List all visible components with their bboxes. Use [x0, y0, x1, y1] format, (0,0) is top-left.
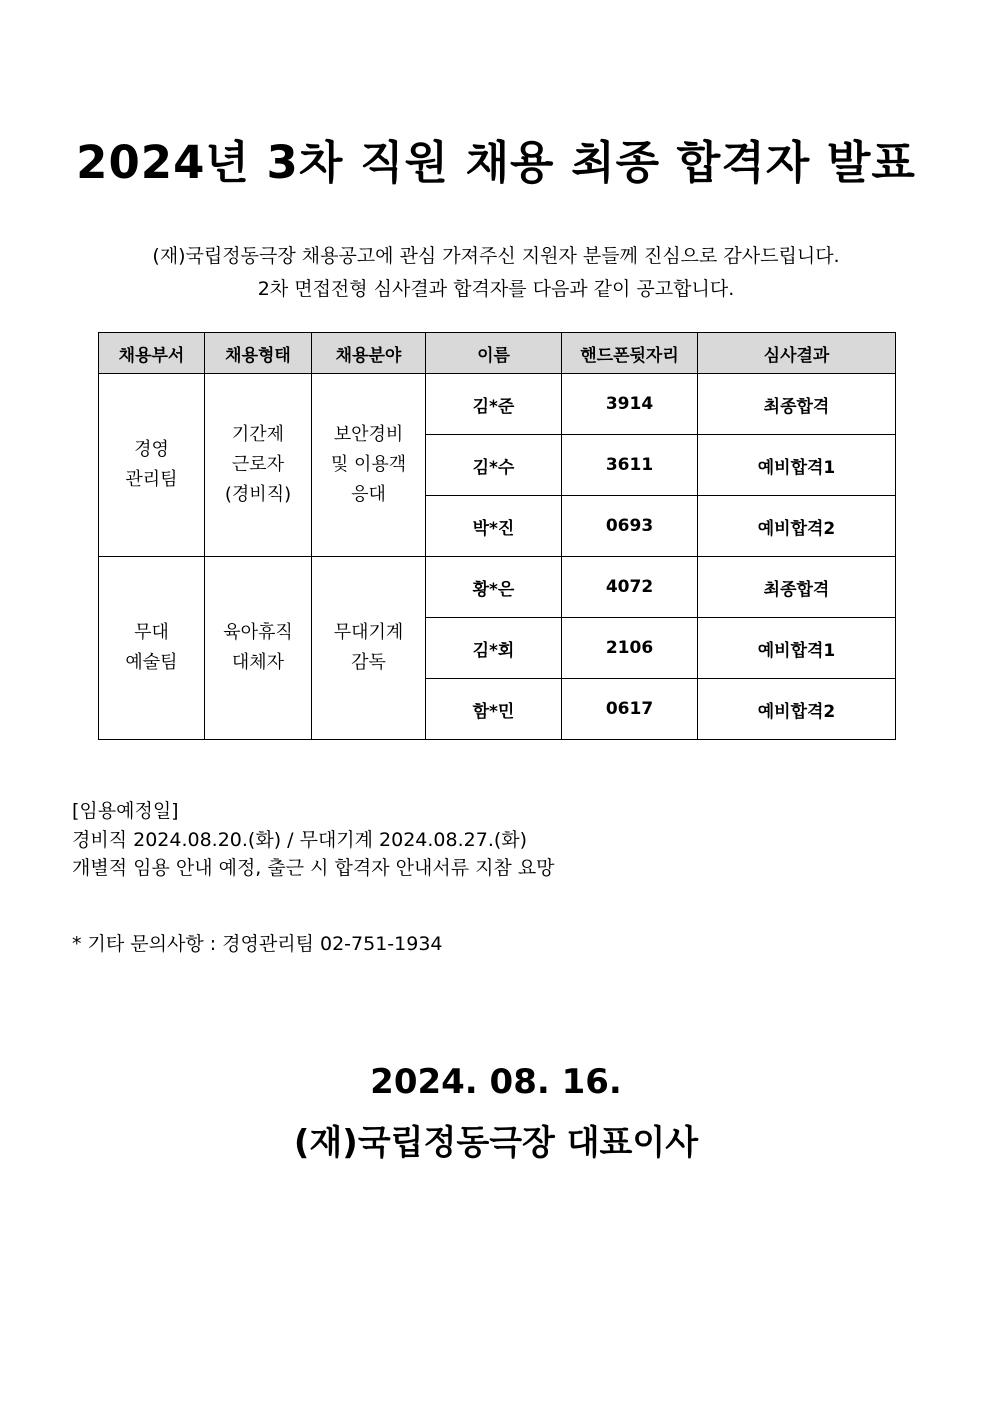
phone-cell: 3611	[562, 435, 698, 496]
name-cell: 박*진	[426, 496, 562, 557]
phone-cell: 2106	[562, 618, 698, 679]
field-cell	[312, 374, 426, 557]
appointment-guide: 개별적 임용 안내 예정, 출근 시 합격자 안내서류 지참 요망	[72, 857, 555, 879]
field-text: 응대	[351, 484, 386, 505]
announcement-date: 2024. 08. 16.	[370, 1062, 622, 1102]
phone-cell: 4072	[562, 557, 698, 618]
appointment-heading: [임용예정일]	[72, 800, 179, 822]
dept-text: 경영	[134, 439, 169, 460]
type-text: 육아휴직	[223, 622, 293, 643]
name-cell: 황*은	[426, 557, 562, 618]
result-cell: 예비합격1	[698, 618, 896, 679]
intro-line-1: (재)국립정동극장 채용공고에 관심 가져주신 지원자 분들께 진심으로 감사드립니다.	[152, 245, 840, 267]
contact-info: * 기타 문의사항 : 경영관리팀 02-751-1934	[72, 933, 443, 955]
result-cell: 최종합격	[698, 557, 896, 618]
result-cell: 예비합격2	[698, 679, 896, 740]
field-text: 보안경비	[333, 424, 404, 445]
header-type: 채용형태	[205, 333, 312, 374]
name-cell: 김*준	[426, 374, 562, 435]
intro-line-2: 2차 면접전형 심사결과 합격자를 다음과 같이 공고합니다.	[257, 278, 735, 300]
type-cell	[205, 557, 312, 740]
name-cell: 김*수	[426, 435, 562, 496]
field-text: 무대기계	[333, 622, 404, 643]
dept-text: 예술팀	[125, 652, 178, 673]
type-text: (경비직)	[224, 484, 292, 505]
appointment-dates: 경비직 2024.08.20.(화) / 무대기계 2024.08.27.(화)	[72, 829, 528, 851]
type-text: 대체자	[231, 652, 285, 673]
table-header-row	[99, 333, 896, 374]
page-title: 2024년 3차 직원 채용 최종 합격자 발표	[76, 136, 916, 189]
dept-cell	[99, 557, 205, 740]
phone-cell: 0693	[562, 496, 698, 557]
results-table	[98, 332, 896, 740]
dept-cell	[99, 374, 205, 557]
header-result: 심사결과	[698, 333, 896, 374]
field-text: 감독	[351, 652, 386, 673]
dept-text: 관리팀	[125, 469, 178, 490]
dept-text: 무대	[134, 622, 169, 643]
type-text: 근로자	[231, 454, 285, 475]
signer-name: (재)국립정동극장 대표이사	[293, 1123, 699, 1163]
header-name: 이름	[426, 333, 562, 374]
header-phone: 핸드폰뒷자리	[562, 333, 698, 374]
table-row	[99, 557, 896, 618]
header-field: 채용분야	[312, 333, 426, 374]
type-cell	[205, 374, 312, 557]
result-cell: 최종합격	[698, 374, 896, 435]
name-cell: 김*회	[426, 618, 562, 679]
table-row	[99, 374, 896, 435]
header-dept: 채용부서	[99, 333, 205, 374]
phone-cell: 0617	[562, 679, 698, 740]
phone-cell: 3914	[562, 374, 698, 435]
result-cell: 예비합격2	[698, 496, 896, 557]
type-text: 기간제	[231, 424, 285, 445]
result-cell: 예비합격1	[698, 435, 896, 496]
field-cell	[312, 557, 426, 740]
field-text: 및 이용객	[330, 454, 407, 475]
name-cell: 함*민	[426, 679, 562, 740]
